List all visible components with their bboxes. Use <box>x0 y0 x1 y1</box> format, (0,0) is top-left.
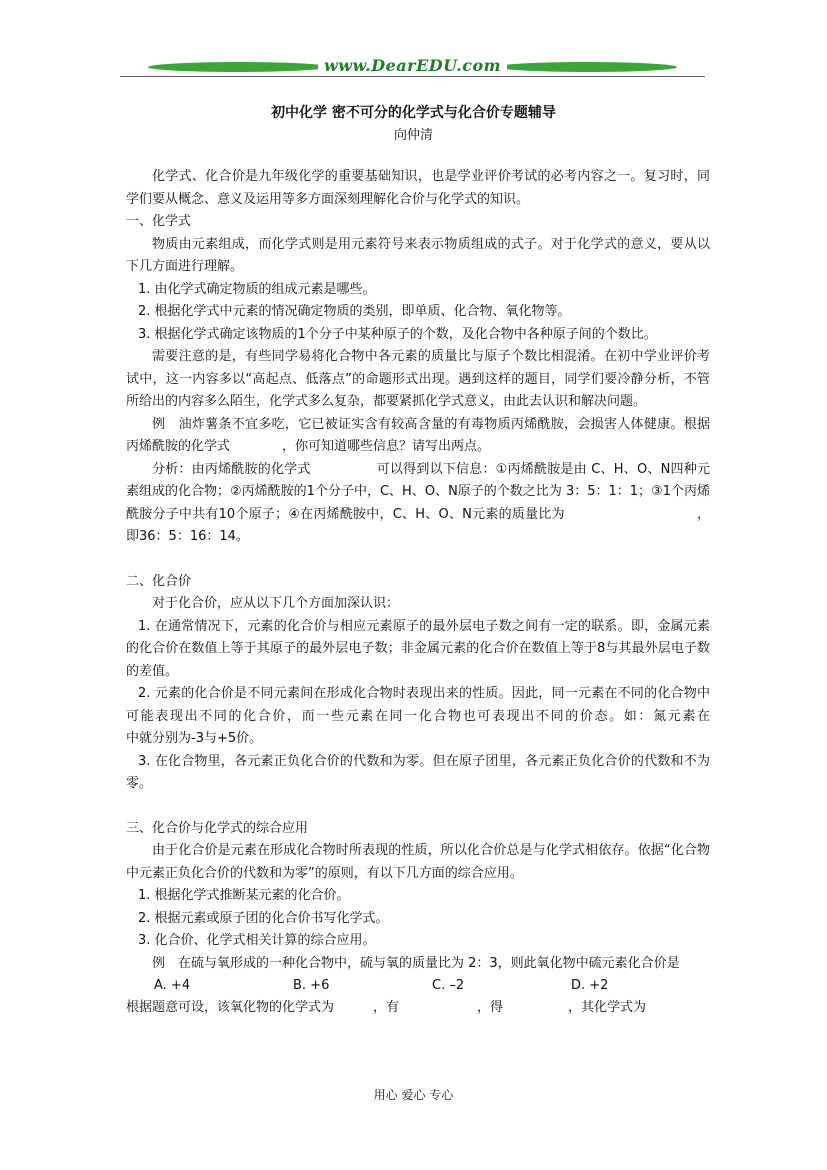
list-item: 2. 元素的化合价是不同元素间在形成化合物时表现出来的性质。因此，同一元素在不同的化合物中可能表现出不同的化合价，而一些元素在同一化合物也可表现出不同的价态。如：氮元素在 中就分别为-3与+5价。 <box>126 686 776 746</box>
example-paragraph: 例 在硫与氧形成的一种化合物中，硫与氧的质量比为 2：3，则此氧化物中硫元素化合价是 <box>152 955 680 971</box>
document-title: 初中化学 密不可分的化学式与化合价专题辅导 <box>271 105 556 121</box>
section-spacer <box>126 796 710 818</box>
section-heading: 二、化合价 <box>126 573 192 589</box>
site-logo <box>120 56 705 75</box>
solution-paragraph: 根据题意可设，该氧化物的化学式为 ，有 ，得 ，其化学式为 <box>126 1000 647 1015</box>
document-body <box>126 166 776 1020</box>
section-paragraph: 物质由元素组成，而化学式则是用元素符号来表示物质组成的式子。对于化学式的意义，要从以下几方面进行理解。 <box>126 236 710 274</box>
header-rule <box>120 76 705 77</box>
list-item: 1. 根据化学式推断某元素的化合价。 <box>138 888 350 903</box>
list-item: 2. 根据化学式中元素的情况确定物质的类别，即单质、化合物、氧化物等。 <box>138 304 571 319</box>
section-spacer <box>126 549 710 571</box>
answer-options <box>126 975 710 997</box>
list-item: 1. 由化学式确定物质的组成元素是哪些。 <box>138 281 376 297</box>
list-item: 3. 根据化学式确定该物质的1个分子中某种原子的个数，及化合物中各种原子间的个数比。 <box>138 326 657 342</box>
analysis-paragraph: 分析：由丙烯酰胺的化学式 可以得到以下信息：①丙烯酰胺是由 C、H、O、N四种元素组成的化合物；②丙烯酰胺的1个分子中，C、H、O、N原子的个数之比为 3：5：1：1；③1个丙烯酰胺分子中共有10个原子；④在丙烯酰胺中，C、H、O、N元素的质量比为 ，即36：5：16：14。 <box>126 461 710 544</box>
list-item: 2. 根据元素或原子团的化合价书写化学式。 <box>138 910 389 926</box>
option-a: A. +4 <box>154 978 191 993</box>
option-b: B. +6 <box>293 978 330 993</box>
example-paragraph: 例 油炸薯条不宜多吃，它已被证实含有较高含量的有毒物质丙烯酰胺，会损害人体健康。根据丙烯酰胺的化学式 ，你可知道哪些信息？请写出两点。 <box>126 416 710 454</box>
section-paragraph: 由于化合价是元素在形成化合物时所表现的性质，所以化合价总是与化学式相依存。依据“化合物中元素正负化合价的代数和为零”的原则，有以下几方面的综合应用。 <box>126 843 710 881</box>
list-item: 3. 化合价、化学式相关计算的综合应用。 <box>138 933 376 948</box>
option-c: C. –2 <box>432 978 465 993</box>
section-heading: 三、化合价与化学式的综合应用 <box>126 820 309 836</box>
option-d: D. +2 <box>571 978 609 993</box>
site-logo-text: www.DearEDU.com <box>318 56 507 75</box>
section-paragraph: 对于化合价，应从以下几个方面加深认识： <box>152 596 400 611</box>
page-footer: 用心 爱心 专心 <box>373 1088 454 1102</box>
site-header <box>120 54 705 84</box>
intro-paragraph: 化学式、化合价是九年级化学的重要基础知识，也是学业评价考试的必考内容之一。复习时，同学们要从概念、意义及运用等多方面深刻理解化合价与化学式的知识。 <box>126 169 710 207</box>
list-item: 1. 在通常情况下，元素的化合价与相应元素原子的最外层电子数之间有一定的联系。即，金属元素的化合价在数值上等于其原子的最外层电子数；非金属元素的化合价在数值上等于8与其最外层电子数的差值。 <box>126 618 710 679</box>
note-paragraph: 需要注意的是，有些同学易将化合物中各元素的质量比与原子个数比相混淆。在初中学业评价考试中，这一内容多以“高起点、低落点”的命题形式出现。遇到这样的题目，同学们要冷静分析，不管所给出的内容多么陌生，化学式多么复杂，都要紧抓化学式意义，由此去认识和解决问题。 <box>126 349 710 409</box>
section-heading: 一、化学式 <box>126 214 192 229</box>
list-item: 3. 在化合物里，各元素正负化合价的代数和为零。但在原子团里，各元素正负化合价的代数和不为零。 <box>126 753 710 791</box>
document-author: 向仲清 <box>393 128 433 143</box>
